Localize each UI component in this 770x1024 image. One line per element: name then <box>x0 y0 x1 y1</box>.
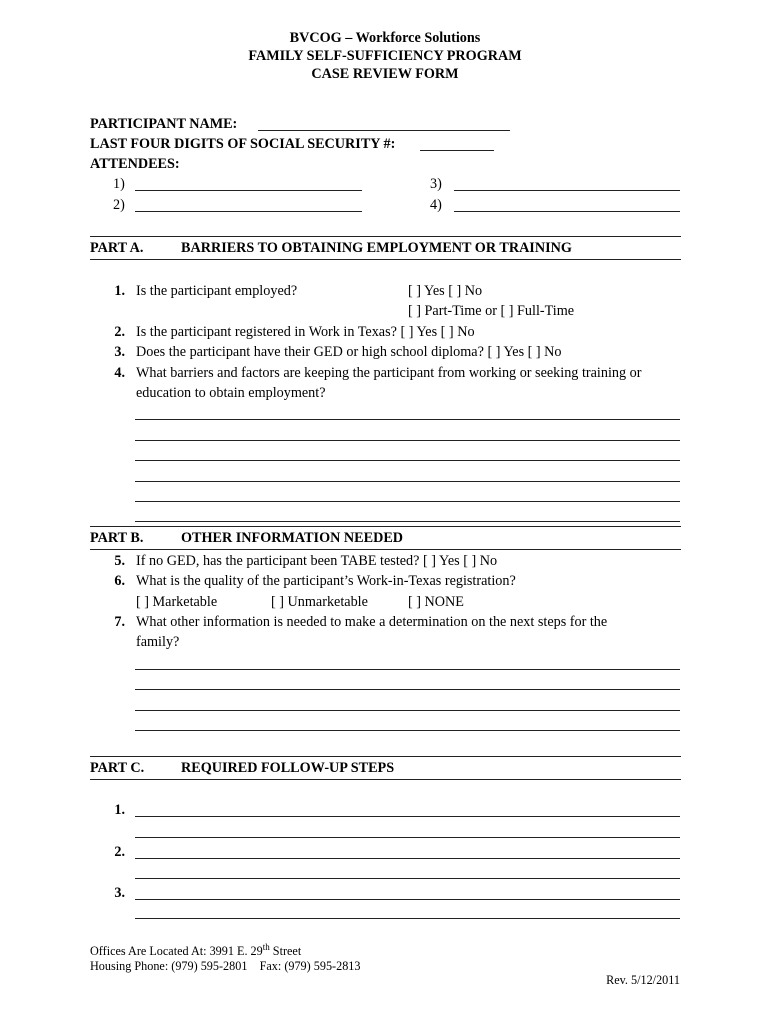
q4-answer-line[interactable] <box>135 501 680 502</box>
q6-text: What is the quality of the participant’s Work-in-Texas registration? <box>136 573 516 589</box>
step-line-1[interactable] <box>135 816 680 817</box>
q6-option-unmarketable[interactable]: [ ] Unmarketable <box>271 594 368 610</box>
step-number-3: 3. <box>114 885 125 901</box>
form-title: CASE REVIEW FORM <box>311 66 459 82</box>
part-c-label: PART C. <box>90 760 145 776</box>
org-title: BVCOG – Workforce Solutions <box>289 30 481 46</box>
step-line-3b[interactable] <box>135 918 680 919</box>
q3-number: 3. <box>114 344 125 360</box>
q7-text-line1: What other information is needed to make a determination on the next steps for the <box>136 614 608 630</box>
attendees-label: ATTENDEES: <box>90 156 180 172</box>
ssn-label: LAST FOUR DIGITS OF SOCIAL SECURITY #: <box>90 136 396 152</box>
q7-answer-line[interactable] <box>135 669 680 670</box>
part-a-label: PART A. <box>90 240 144 256</box>
q3-text[interactable]: Does the participant have their GED or high school diploma? [ ] Yes [ ] No <box>136 344 562 360</box>
office-phone: Housing Phone: (979) 595-2801 Fax: (979) 595-2813 <box>90 959 361 973</box>
q4-text-line1: What barriers and factors are keeping the participant from working or seeking training or <box>136 365 642 381</box>
q1-hours-options[interactable]: [ ] Part-Time or [ ] Full-Time <box>408 303 575 319</box>
q7-answer-line[interactable] <box>135 710 680 711</box>
q4-answer-line[interactable] <box>135 481 680 482</box>
q6-option-none[interactable]: [ ] NONE <box>408 594 464 610</box>
q7-number: 7. <box>114 614 125 630</box>
participant-name-label: PARTICIPANT NAME: <box>90 116 238 132</box>
attendee-num-1: 1) <box>113 176 125 192</box>
q6-option-marketable[interactable]: [ ] Marketable <box>136 594 218 610</box>
attendee-field-1[interactable] <box>135 190 362 191</box>
q4-answer-line[interactable] <box>135 460 680 461</box>
step-line-2[interactable] <box>135 858 680 859</box>
part-a-title: BARRIERS TO OBTAINING EMPLOYMENT OR TRAINING <box>181 240 572 256</box>
q7-text-line2: family? <box>136 634 180 650</box>
office-address: Offices Are Located At: 3991 E. 29th Street <box>90 942 302 958</box>
attendee-num-3: 3) <box>430 176 442 192</box>
q1-employed-options[interactable]: [ ] Yes [ ] No <box>408 283 483 299</box>
attendee-num-4: 4) <box>430 197 442 213</box>
part-b-top-rule <box>90 526 681 527</box>
part-c-bottom-rule <box>90 779 681 780</box>
participant-name-field[interactable] <box>258 130 510 131</box>
step-line-2b[interactable] <box>135 878 680 879</box>
q4-answer-line[interactable] <box>135 419 680 420</box>
q4-answer-line[interactable] <box>135 440 680 441</box>
q7-answer-line[interactable] <box>135 689 680 690</box>
q1-number: 1. <box>114 283 125 299</box>
step-number-2: 2. <box>114 844 125 860</box>
attendee-field-2[interactable] <box>135 211 362 212</box>
part-b-label: PART B. <box>90 530 144 546</box>
program-title: FAMILY SELF-SUFFICIENCY PROGRAM <box>248 48 522 64</box>
q5-text[interactable]: If no GED, has the participant been TABE tested? [ ] Yes [ ] No <box>136 553 498 569</box>
revision-date: Rev. 5/12/2011 <box>606 973 680 987</box>
ssn-field[interactable] <box>420 150 494 151</box>
q4-answer-line[interactable] <box>135 521 680 522</box>
q1-text: Is the participant employed? <box>136 283 298 299</box>
step-number-1: 1. <box>114 802 125 818</box>
q2-text[interactable]: Is the participant registered in Work in Texas? [ ] Yes [ ] No <box>136 324 475 340</box>
q4-text-line2: education to obtain employment? <box>136 385 326 401</box>
q4-number: 4. <box>114 365 125 381</box>
q2-number: 2. <box>114 324 125 340</box>
part-b-bottom-rule <box>90 549 681 550</box>
part-a-bottom-rule <box>90 259 681 260</box>
part-a-top-rule <box>90 236 681 237</box>
part-b-title: OTHER INFORMATION NEEDED <box>181 530 404 546</box>
part-c-title: REQUIRED FOLLOW-UP STEPS <box>181 760 395 776</box>
q7-answer-line[interactable] <box>135 730 680 731</box>
part-c-top-rule <box>90 756 681 757</box>
q6-number: 6. <box>114 573 125 589</box>
attendee-field-4[interactable] <box>454 211 680 212</box>
attendee-field-3[interactable] <box>454 190 680 191</box>
q5-number: 5. <box>114 553 125 569</box>
step-line-3[interactable] <box>135 899 680 900</box>
attendee-num-2: 2) <box>113 197 125 213</box>
step-line-1b[interactable] <box>135 837 680 838</box>
